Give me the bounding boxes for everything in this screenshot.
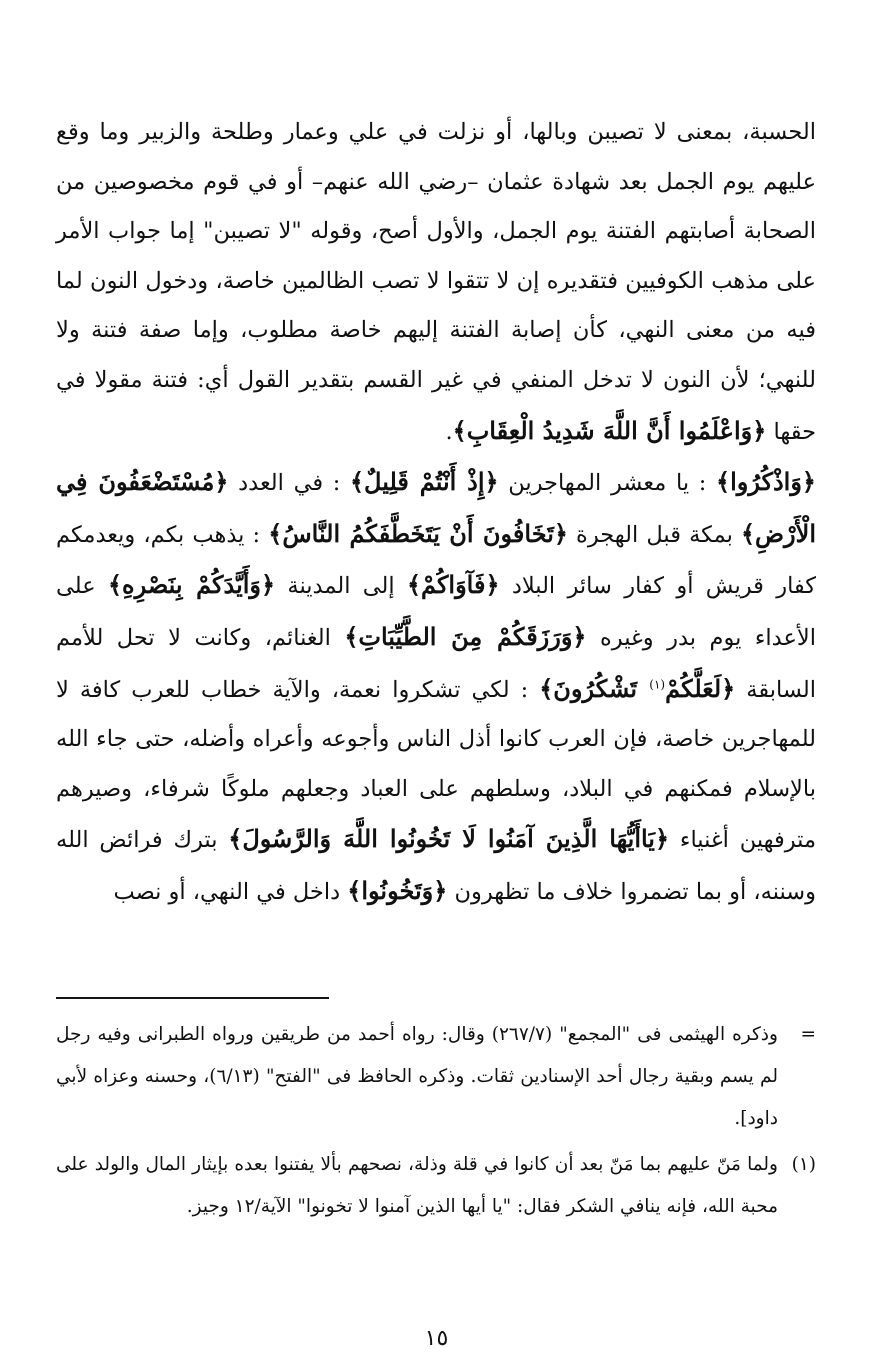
commentary-text: : يا معشر المهاجرين (498, 470, 716, 497)
quran-verse: ﴿وَتَخُونُوا﴾ (347, 875, 448, 905)
quran-verse: ﴿إِذْ أَنْتُمْ قَلِيلٌ﴾ (349, 467, 499, 497)
page-number: ١٥ (424, 1326, 449, 1351)
commentary-text: الغنائم، وكانت لا تحل للأمم السابقة (56, 624, 816, 703)
quran-verse: ﴿لَعَلَّكُمْ (665, 673, 736, 703)
quran-verse: ﴿وَاعْلَمُوا أَنَّ اللَّهَ شَدِيدُ الْعِقَابِ﴾ (452, 415, 767, 445)
commentary-text: : في العدد (228, 470, 350, 497)
footnote-continuation (56, 1014, 816, 1140)
quran-verse: ﴿وَرَزَقَكُمْ مِنَ الطَّيِّبَاتِ﴾ (344, 621, 587, 651)
quran-verse: ﴿تَخَافُونَ أَنْ يَتَخَطَّفَكُمُ النَّاسُ﴾ (268, 518, 568, 548)
footnote-mark: = (800, 1024, 816, 1045)
commentary-text: داخل في النهي، أو نصب (113, 878, 348, 905)
commentary-text: : لكي تشكروا نعمة، والآية خطاب للعرب كافة لا للمهاجرين خاصة، فإن العرب كانوا أذل الناس وأجوعه وأعراه وأضله، حتى جاء الله بالإسلام فمكنهم في البلاد، وسلطهم على العباد وجعلهم ملوكًا شرفاء، وصيرهم مترفهين أغنياء (56, 676, 816, 854)
main-text (56, 108, 816, 918)
quran-verse: ﴿وَأَيَّدَكُمْ بِنَصْرِهِ﴾ (107, 570, 276, 600)
paragraph-1-end: . (445, 418, 453, 445)
paragraph-1-text: الحسبة، بمعنى لا تصيبن وبالها، أو نزلت في علي وعمار وطلحة والزبير وما وقع عليهم يوم الجمل بعد شهادة عثمان –رضي الله عنهم– أو في قوم مخصوصين من الصحابة أصابتهم الفتنة يوم الجمل، والأول أصح، وقوله "لا تصيبن" إما جواب الأمر على مذهب الكوفيين فتقديره إن لا تتقوا لا تصب الظالمين خاصة، ودخول النون لما فيه من معنى النهي، كأن إصابة الفتنة إليهم خاصة مطلوب، وإما صفة فتنة ولا للنهي؛ لأن النون لا تدخل المنفي في غير القسم بتقدير القول أي: فتنة مقولا في حقها (56, 119, 816, 445)
footnote-reference[interactable]: (١) (649, 677, 666, 692)
paragraph-1 (56, 108, 816, 457)
paragraph-2 (56, 457, 816, 917)
commentary-text: على الأعداء يوم بدر وغيره (56, 573, 816, 651)
footnote-mark: (١) (791, 1154, 816, 1175)
quran-verse: ﴿يَاأَيُّهَا الَّذِينَ آمَنُوا لَا تَخُونُوا اللَّهَ وَالرَّسُولَ﴾ (228, 824, 670, 854)
quran-verse: ﴿فَآوَاكُمْ﴾ (406, 570, 500, 600)
commentary-text: إلى المدينة (275, 573, 407, 600)
footnotes (56, 1014, 816, 1232)
footnote-divider (56, 997, 329, 999)
quran-verse: ﴿مُسْتَضْعَفُونَ فِي الْأَرْضِ﴾ (56, 467, 816, 548)
commentary-text: : يذهب بكم، ويعدمكم كفار قريش أو كفار سائر البلاد (56, 521, 817, 600)
quran-verse: تَشْكُرُونَ﴾ (539, 673, 650, 703)
page-content (56, 108, 816, 918)
footnote-text: ولما مَنّ عليهم بما مَنّ بعد أن كانوا في قلة وذلة، نصحهم بألا يفتنوا بعده بإيثار المال والولد على محبة الله، فإنه ينافي الشكر فقال: "يا أيها الذين آمنوا لا تخونوا" الآية/١٢ وجيز. (56, 1154, 778, 1217)
commentary-text: بمكة قبل الهجرة (567, 521, 741, 548)
quran-verse: ﴿وَاذْكُرُوا﴾ (716, 467, 816, 497)
footnote-text: وذكره الهيثمى فى "المجمع" (٢٦٧/٧) وقال: رواه أحمد من طريقين ورواه الطبرانى وفيه رجل لم يسم وبقية رجال أحد الإسنادين ثقات. وذكره الحافظ فى "الفتح" (٦/١٣)، وحسنه وعزاه لأبي داود]. (56, 1024, 778, 1129)
footnote-1 (56, 1144, 816, 1228)
commentary-text: بترك فرائض الله وسننه، أو بما تضمروا خلاف ما تظهرون (56, 827, 816, 905)
